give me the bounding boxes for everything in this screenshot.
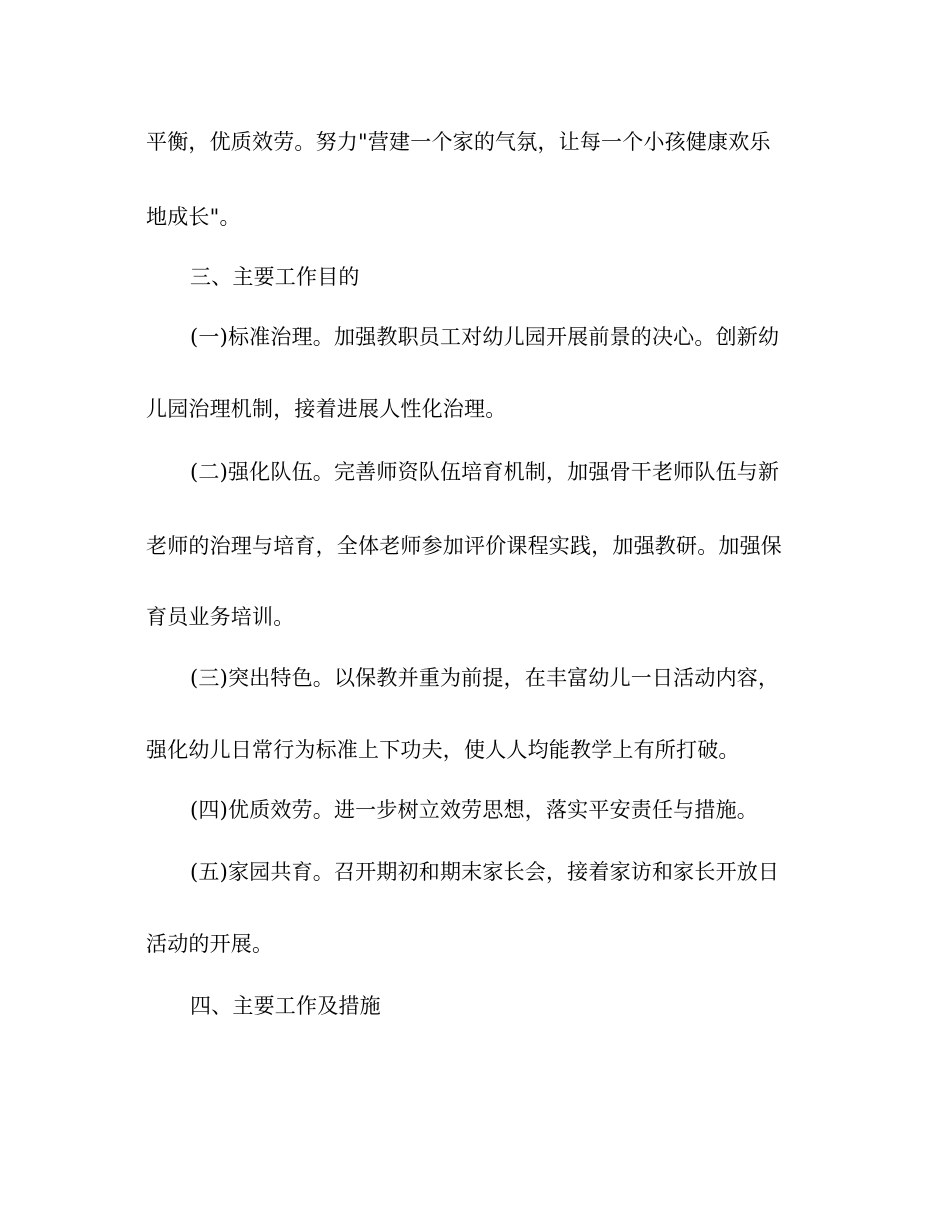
paragraph-line: 育员业务培训。 <box>146 605 295 629</box>
paragraph-line: 儿园治理机制，接着进展人性化治理。 <box>146 397 507 421</box>
paragraph-line: 地成长"。 <box>146 205 241 229</box>
paragraph-line: (四)优质效劳。进一步树立效劳思想，落实平安责任与措施。 <box>190 798 758 822</box>
paragraph-line: 老师的治理与培育，全体老师参加评价课程实践，加强教研。加强保 <box>146 534 782 558</box>
paragraph-line: 强化幼儿日常行为标准上下功夫，使人人均能教学上有所打破。 <box>146 738 740 762</box>
paragraph-line: (五)家园共育。召开期初和期末家长会，接着家访和家长开放日 <box>190 860 780 884</box>
section-heading: 三、主要工作目的 <box>190 265 360 289</box>
section-heading: 四、主要工作及措施 <box>190 994 381 1018</box>
paragraph-line: 活动的开展。 <box>146 932 274 956</box>
paragraph-line: (二)强化队伍。完善师资队伍培育机制，加强骨干老师队伍与新 <box>190 460 780 484</box>
paragraph-line: 平衡，优质效劳。努力"营建一个家的气氛，让每一个小孩健康欢乐 <box>146 130 771 154</box>
paragraph-line: (三)突出特色。以保教并重为前提，在丰富幼儿一日活动内容， <box>190 666 780 690</box>
paragraph-line: (一)标准治理。加强教职员工对幼儿园开展前景的决心。创新幼 <box>190 325 780 349</box>
